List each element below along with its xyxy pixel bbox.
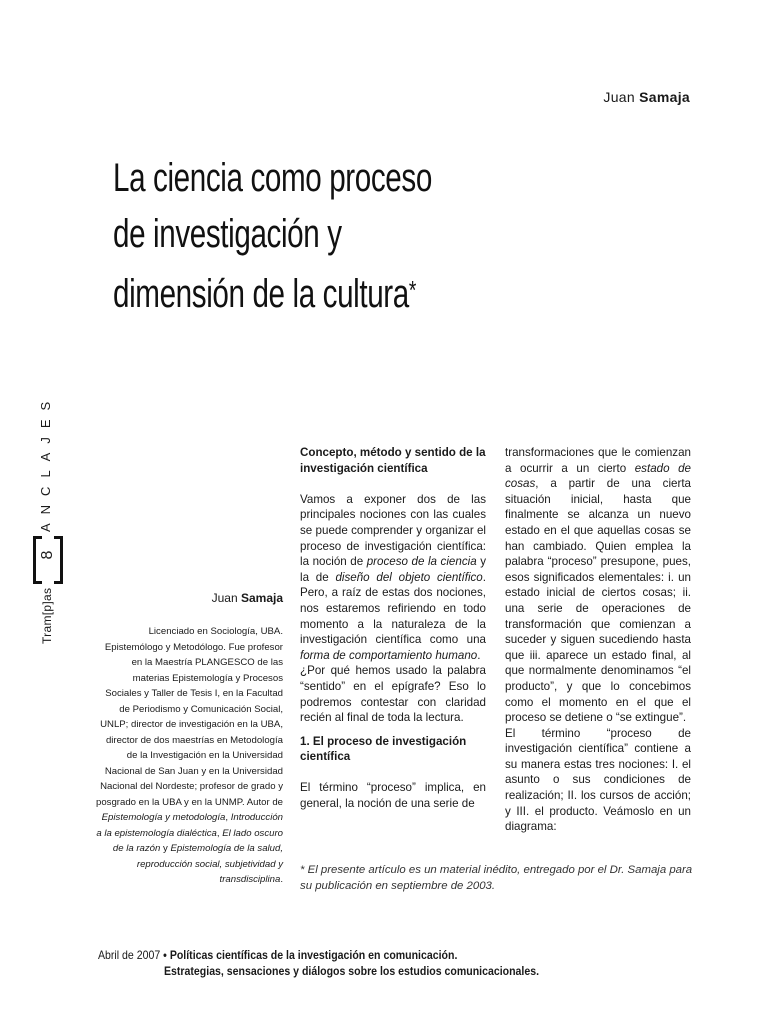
article-title bbox=[113, 150, 439, 322]
paragraph bbox=[505, 445, 691, 726]
footer-line-2: Estrategias, sensaciones y diálogos sobre los estudios comunicacionales. bbox=[164, 964, 540, 978]
footer-date: Abril de 2007 bbox=[98, 948, 161, 962]
text: Vamos a exponer dos de las principales nociones con las cuales se puede comprender y organizar el proceso de investigación científica: la noción de bbox=[300, 492, 486, 569]
author-bio bbox=[96, 624, 283, 888]
section-label: ANCLAJES bbox=[38, 392, 53, 532]
bio-book-4: Epistemología de la salud, reproducción social, subjetividad y transdisciplina bbox=[136, 843, 283, 885]
bio-book-2: Introducción a la epistemología dialéctica bbox=[96, 812, 283, 839]
title-line-3-text: dimensión de la cultura bbox=[113, 272, 409, 316]
text: transformaciones que le comienzan a ocurrir a un cierto bbox=[505, 446, 691, 475]
emphasis: proceso de la ciencia bbox=[366, 555, 477, 569]
footnote: * El presente artículo es un material inédito, entregado por el Dr. Samaja para su publicación en septiembre de 2003. bbox=[300, 864, 693, 892]
section-heading-process: 1. El proceso de investigación científica bbox=[300, 734, 467, 764]
bio-author bbox=[100, 591, 283, 605]
bio-text-3: , bbox=[216, 827, 223, 839]
bio-text-4: y bbox=[160, 843, 171, 854]
paragraph bbox=[300, 492, 486, 664]
bio-book-1: Epistemología y metodología bbox=[101, 812, 226, 823]
bio-text-1: Licenciado en Sociología, UBA. Epistemólogo y Metodólogo. Fue profesor en la Maestría PLANGESCO de las materias Epistemología y Procesos Sociales y Taller de Tesis I, en la Facultad de Periodismo y Comunicación Social, UNLP; director de investigación en la UBA, director de dos maestrías en Metodología de la Investigación en la Universidad Nacional de San Juan y en la Universidad Nacional del Nordeste; profesor de grado y posgrado en la UBA y en la UNMP. Autor de bbox=[96, 626, 284, 808]
right-bracket bbox=[54, 536, 63, 584]
section-heading-concept: Concepto, método y sentido de la investigación científica bbox=[300, 446, 486, 475]
bio-book-3: El lado oscuro de la razón bbox=[112, 827, 283, 854]
journal-name: Tram[p]as bbox=[40, 587, 54, 644]
footer-line-1: Políticas científicas de la investigación en comunicación. bbox=[169, 948, 458, 962]
paragraph: ¿Por qué hemos usado la palabra “sentido” en el epígrafe? Eso lo podremos contestar con claridad recién al final de toda la lectura. bbox=[300, 664, 486, 725]
bio-author-first: Juan bbox=[211, 591, 238, 605]
title-footnote-mark: * bbox=[408, 275, 417, 305]
text: . bbox=[477, 648, 481, 662]
paragraph: El término “proceso de investigación científica” contiene a su manera estas tres nociones: I. el asunto o sus condiciones de realización; II. los cursos de acción; y III. el producto. Veámoslo en un diagrama: bbox=[505, 726, 691, 834]
footer-bullet: • bbox=[163, 948, 167, 962]
text: y la de bbox=[300, 555, 486, 584]
column-1 bbox=[300, 445, 486, 812]
page-footer bbox=[98, 947, 626, 979]
emphasis: estado de cosas bbox=[505, 461, 691, 491]
title-line-2: de investigación y bbox=[113, 212, 342, 256]
header-author-last: Samaja bbox=[639, 89, 690, 105]
text: . Pero, a raíz de estas dos nociones, nos estaremos refiriendo en todo momento a la naturaleza de la investigación científica como una bbox=[300, 570, 486, 647]
page-number: 8 bbox=[39, 550, 56, 560]
emphasis: forma de comportamiento humano bbox=[300, 648, 478, 662]
text: , a partir de una cierta situación inicial, hasta que finalmente se alcanza un nuevo estado en el que aquellas cosas se han cambiado. Quien emplea la palabra “proceso” presupone, pues, esos significados elementales: i. un estado inicial de ciertos cosas; ii. una serie de operaciones de transformación que comienzan a suceder y siguen sucediendo hasta que iii. aparece un estado final, al que normalmente denominamos “el producto”, y que lo concebimos como el momento en el que el proceso se detiene o “se extingue”. bbox=[505, 477, 691, 725]
bio-author-last: Samaja bbox=[240, 591, 283, 605]
column-2 bbox=[505, 445, 691, 835]
bio-text-5: . bbox=[280, 874, 283, 885]
header-author bbox=[603, 89, 690, 105]
emphasis: diseño del objeto científico bbox=[335, 570, 483, 584]
bio-text-2: , bbox=[225, 812, 231, 823]
title-line-3 bbox=[113, 262, 439, 322]
paragraph: El término “proceso” implica, en general, la noción de una serie de bbox=[300, 781, 486, 811]
header-author-first: Juan bbox=[603, 89, 635, 105]
title-line-1: La ciencia como proceso bbox=[113, 156, 432, 200]
page-number-bracket bbox=[33, 536, 63, 580]
